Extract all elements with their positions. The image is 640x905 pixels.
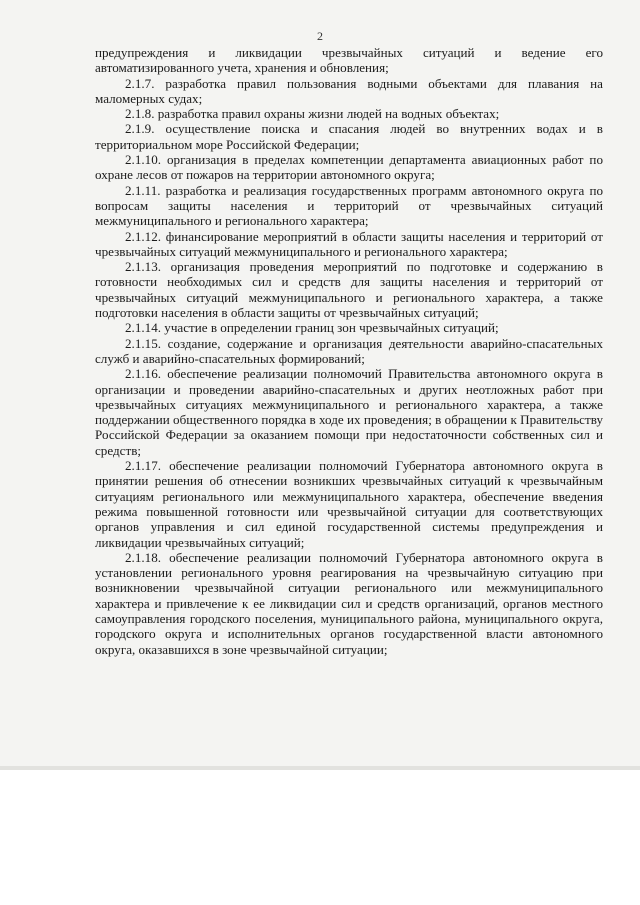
paragraph-2-1-9: 2.1.9. осуществление поиска и спасания людей во внутренних водах и в территориальном море Российской Федерации; [95,121,603,152]
paragraph-2-1-14: 2.1.14. участие в определении границ зон чрезвычайных ситуаций; [125,320,499,336]
paragraph-2-1-13: 2.1.13. организация проведения мероприятий по подготовке и содержанию в готовности необходимых сил и средств для защиты населения и территорий от чрезвычайных ситуаций межмуниципального и регионального характера, а также подготовки населения в области защиты от чрезвычайных ситуаций; [95,259,603,321]
paragraph-2-1-17: 2.1.17. обеспечение реализации полномочий Губернатора автономного округа в принятии решения об отнесении возникших чрезвычайных ситуаций к чрезвычайным ситуациям регионального или межмуниципального характера, обеспечение введения режима повышенной готовности или чрезвычайной ситуации для соответствующих органов управления и сил единой государственной системы предупреждения и ликвидации чрезвычайных ситуаций; [95,458,603,550]
document-body [95,45,603,657]
page-number: 2 [317,29,323,43]
paragraph-2-1-8: 2.1.8. разработка правил охраны жизни людей на водных объектах; [125,106,500,122]
scan-bottom-edge [0,766,640,770]
paragraph-2-1-16: 2.1.16. обеспечение реализации полномочий Правительства автономного округа в организации и проведении аварийно-спасательных и других неотложных работ при чрезвычайных ситуациях межмуниципального и регионального характера, а также поддержании общественного порядка в ходе их проведения; в обращении к Правительству Российской Федерации за оказанием помощи при недостаточности собственных сил и средств; [95,366,603,458]
paragraph-2-1-18: 2.1.18. обеспечение реализации полномочий Губернатора автономного округа в установлении регионального уровня реагирования на чрезвычайную ситуацию при возникновении чрезвычайной ситуации регионального или межмуниципального характера и привлечение к ее ликвидации сил и средств организаций, органов местного самоуправления городского поселения, муниципального района, муниципального округа, городского округа и исполнительных органов государственной власти автономного округа, оказавшихся в зоне чрезвычайной ситуации; [95,549,603,657]
paragraph-2-1-15: 2.1.15. создание, содержание и организация деятельности аварийно-спасательных служб и аварийно-спасательных формирований; [95,335,603,366]
paragraph-continuation: предупреждения и ликвидации чрезвычайных ситуаций и ведение его автоматизированного учета, хранения и обновления; [95,45,603,76]
paragraph-2-1-10: 2.1.10. организация в пределах компетенции департамента авиационных работ по охране лесов от пожаров на территории автономного округа; [95,152,603,183]
paragraph-2-1-7: 2.1.7. разработка правил пользования водными объектами для плавания на маломерных судах; [95,75,603,106]
paragraph-2-1-12: 2.1.12. финансирование мероприятий в области защиты населения и территорий от чрезвычайных ситуаций межмуниципального и регионального характера; [95,228,603,259]
paragraph-2-1-11: 2.1.11. разработка и реализация государственных программ автономного округа по вопросам защиты населения и территорий от чрезвычайных ситуаций межмуниципального и регионального характера; [95,182,603,229]
